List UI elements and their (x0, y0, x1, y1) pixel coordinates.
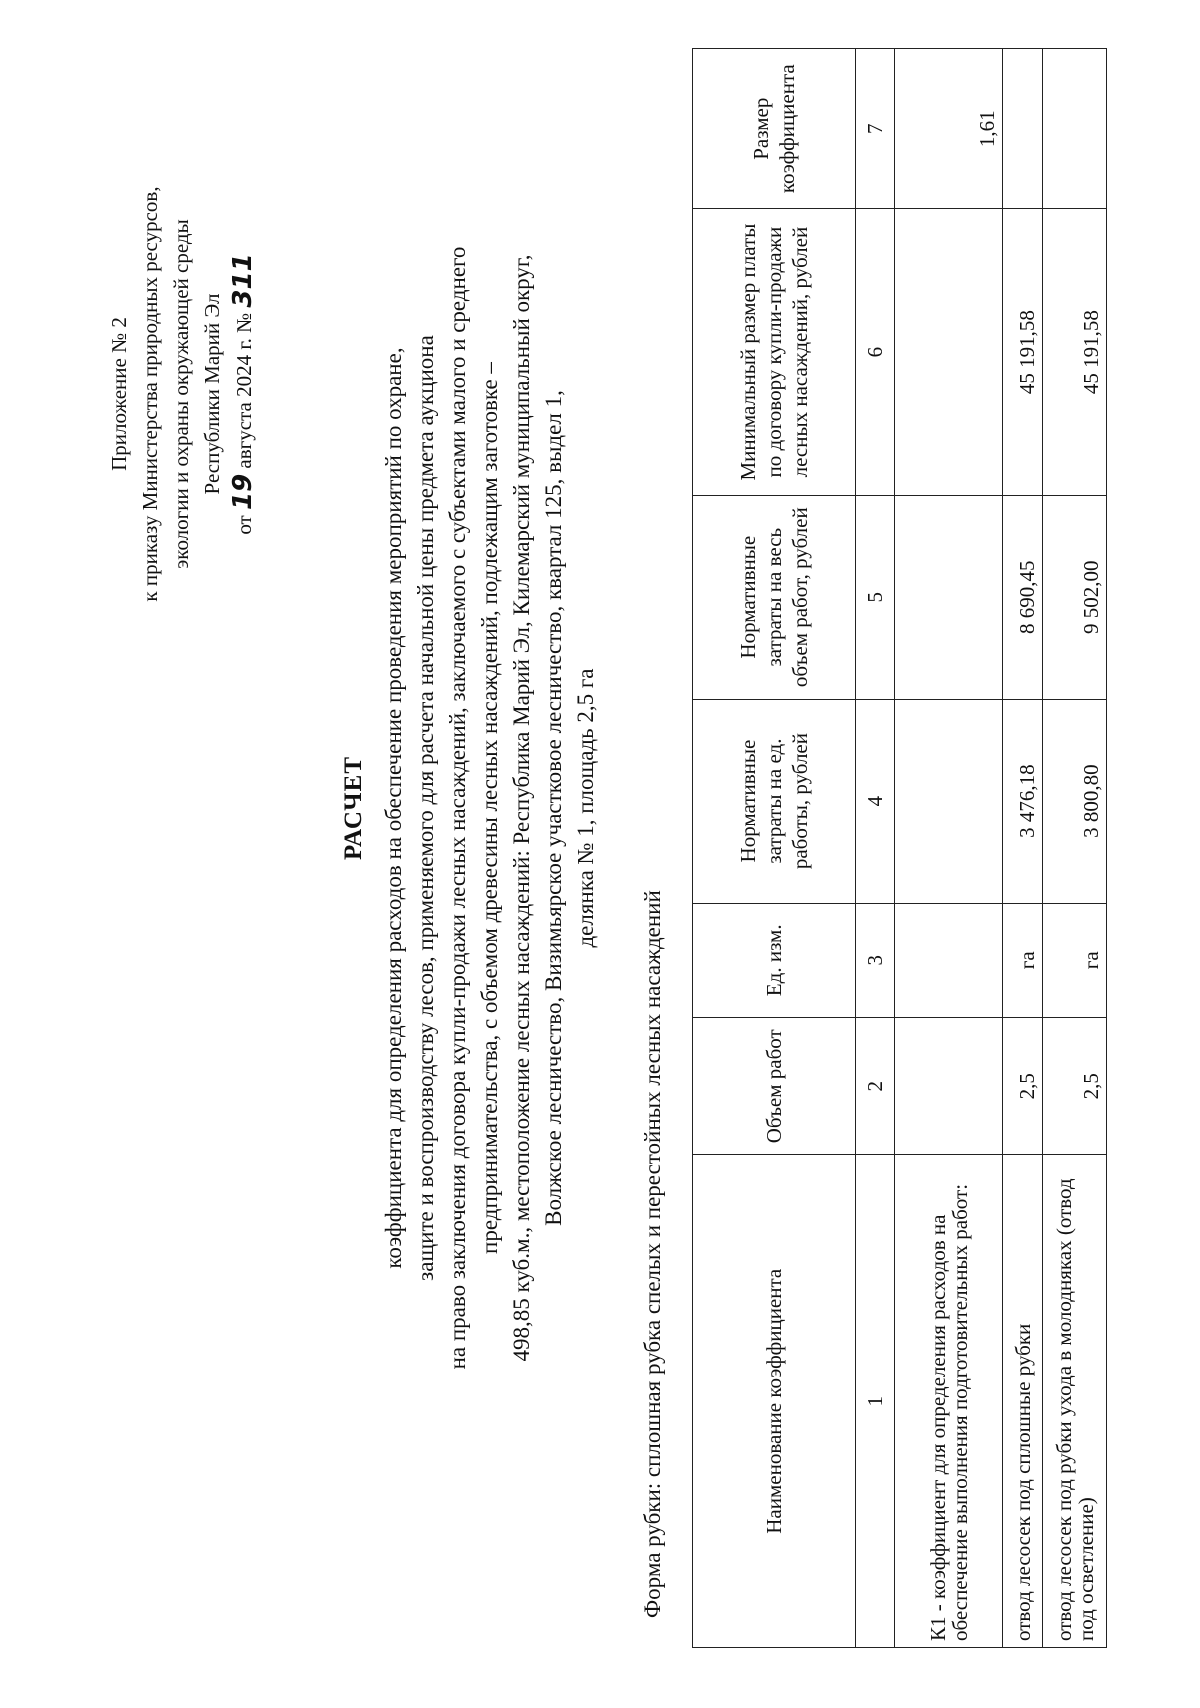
description-line: 498,85 куб.м., местоположение лесных насаждений: Республика Марий Эл, Килемарский муниципальный округ, (509, 254, 534, 1362)
header-volume: Объем работ (693, 1018, 856, 1155)
cell-unit: га (1043, 903, 1107, 1018)
cell-volume: 2,5 (1003, 1018, 1043, 1155)
cell-coefficient (1043, 49, 1107, 209)
document-title: РАСЧЕТ (340, 756, 367, 861)
cell-cost-unit: 3 476,18 (1003, 699, 1043, 903)
cell-cost-unit (895, 699, 1003, 903)
title-block (340, 98, 602, 1518)
cell-min-payment: 45 191,58 (1003, 209, 1043, 495)
cell-cost-total: 8 690,45 (1003, 495, 1043, 699)
appendix-date-line (228, 64, 260, 724)
cut-form-text: Форма рубки: сплошная рубка спелых и перестойных лесных насаждений (640, 890, 665, 1618)
cell-coefficient (1003, 49, 1043, 209)
header-coefficient-value: Размер коэффициента (693, 49, 856, 209)
cell-cost-total: 9 502,00 (1043, 495, 1107, 699)
header-unit: Ед. изм. (693, 903, 856, 1018)
column-number: 6 (856, 209, 895, 495)
appendix-header (104, 64, 260, 724)
date-prefix: от (232, 515, 256, 535)
appendix-line: экологии и охраны окружающей среды (169, 219, 193, 569)
table-row (1003, 49, 1043, 1648)
header-cost-per-unit: Нормативные затраты на ед. работы, рублей (693, 699, 856, 903)
cell-name: отвод лесосек под сплошные рубки (1003, 1155, 1043, 1648)
cell-cost-unit: 3 800,80 (1043, 699, 1107, 903)
table-row (1043, 49, 1107, 1648)
cell-min-payment: 45 191,58 (1043, 209, 1107, 495)
cell-name: отвод лесосек под рубки ухода в молодняках (отвод под осветление) (1043, 1155, 1107, 1648)
column-number: 3 (856, 903, 895, 1018)
description-line: коэффициента для определения расходов на обеспечение проведения мероприятий по охране, (381, 347, 406, 1269)
table-header-row (693, 49, 856, 1648)
description-line: Волжское лесничество, Визимьярское участковое лесничество, квартал 125, выдел 1, (541, 390, 566, 1226)
appendix-line: Приложение № 2 (107, 317, 131, 471)
description-line: предпринимательства, с объемом древесины лесных насаждений, подлежащим заготовке – (477, 362, 502, 1254)
handwritten-day: 19 (228, 473, 258, 511)
cell-unit: га (1003, 903, 1043, 1018)
appendix-line: к приказу Министерства природных ресурсов, (138, 186, 162, 602)
cell-name: К1 - коэффициент для определения расходов на обеспечение выполнения подготовительных работ: (895, 1155, 1003, 1648)
cell-volume: 2,5 (1043, 1018, 1107, 1155)
date-middle: августа 2024 г. № (232, 312, 256, 469)
cell-coefficient: 1,61 (895, 49, 1003, 209)
header-coefficient-name: Наименование коэффициента (693, 1155, 856, 1648)
column-number: 4 (856, 699, 895, 903)
cell-volume (895, 1018, 1003, 1155)
cell-unit (895, 903, 1003, 1018)
document-description (378, 98, 602, 1518)
description-line: на право заключения договора купли-продажи лесных насаждений, заключаемого с субъектами малого и среднего (445, 246, 470, 1370)
handwritten-number: 311 (228, 253, 258, 308)
table-row (895, 49, 1003, 1648)
description-line: делянка № 1, площадь 2,5 га (573, 668, 598, 948)
calculation-table (692, 48, 1107, 1648)
column-number: 7 (856, 49, 895, 209)
column-number: 5 (856, 495, 895, 699)
description-line: защите и воспроизводству лесов, применяемого для расчета начальной цены предмета аукциона (413, 335, 438, 1281)
cell-min-payment (895, 209, 1003, 495)
column-number: 1 (856, 1155, 895, 1648)
column-number-row (856, 49, 895, 1648)
header-cost-total: Нормативные затраты на весь объем работ, рублей (693, 495, 856, 699)
header-min-payment: Минимальный размер платы по договору купли-продажи лесных насаждений, рублей (693, 209, 856, 495)
appendix-line: Республики Марий Эл (200, 293, 224, 495)
column-number: 2 (856, 1018, 895, 1155)
cell-cost-total (895, 495, 1003, 699)
